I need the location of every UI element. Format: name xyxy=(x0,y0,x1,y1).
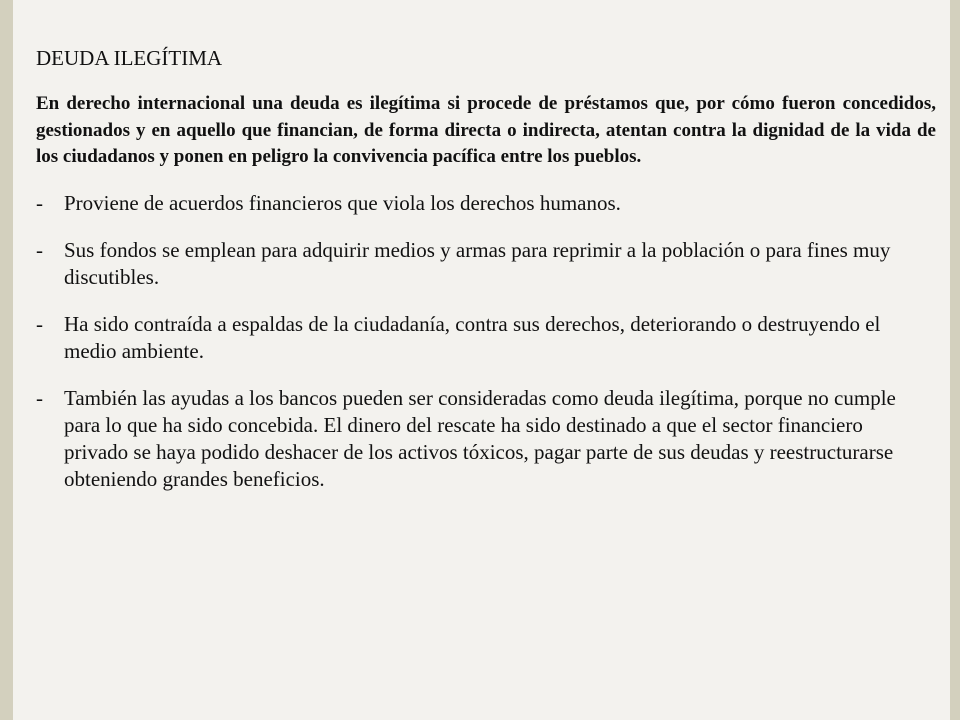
bullet-text: También las ayudas a los bancos pueden ser consideradas como deuda ilegítima, porque no cumple para lo que ha sido concebida. El dinero del rescate ha sido destinado a que el sector financiero privado se haya podido deshacer de los activos tóxicos, pagar parte de sus deudas y reestructurarse obteniendo grandes beneficios. xyxy=(64,385,896,491)
bullet-dash: - xyxy=(36,237,43,262)
bullet-text: Sus fondos se emplean para adquirir medios y armas para reprimir a la población o para fines muy discutibles. xyxy=(64,237,891,289)
slide-paper xyxy=(13,0,950,720)
list-item xyxy=(36,237,929,291)
bullet-dash: - xyxy=(36,311,43,336)
list-item xyxy=(36,311,929,365)
slide-content xyxy=(36,45,936,513)
list-item xyxy=(36,385,929,493)
left-decorative-bar xyxy=(0,0,13,720)
bullet-list xyxy=(36,190,929,493)
slide-heading: DEUDA ILEGÍTIMA xyxy=(36,46,223,70)
right-decorative-bar xyxy=(950,0,960,720)
list-item xyxy=(36,190,929,217)
bullet-text: Proviene de acuerdos financieros que viola los derechos humanos. xyxy=(64,190,621,215)
bullet-text: Ha sido contraída a espaldas de la ciudadanía, contra sus derechos, deteriorando o destruyendo el medio ambiente. xyxy=(64,311,881,363)
bullet-dash: - xyxy=(36,190,43,215)
bullet-dash: - xyxy=(36,385,43,410)
intro-paragraph: En derecho internacional una deuda es ilegítima si procede de préstamos que, por cómo fueron concedidos, gestionados y en aquello que financian, de forma directa o indirecta, atentan contra la dignidad de la vida de los ciudadanos y ponen en peligro la convivencia pacífica entre los pueblos. xyxy=(36,93,936,167)
